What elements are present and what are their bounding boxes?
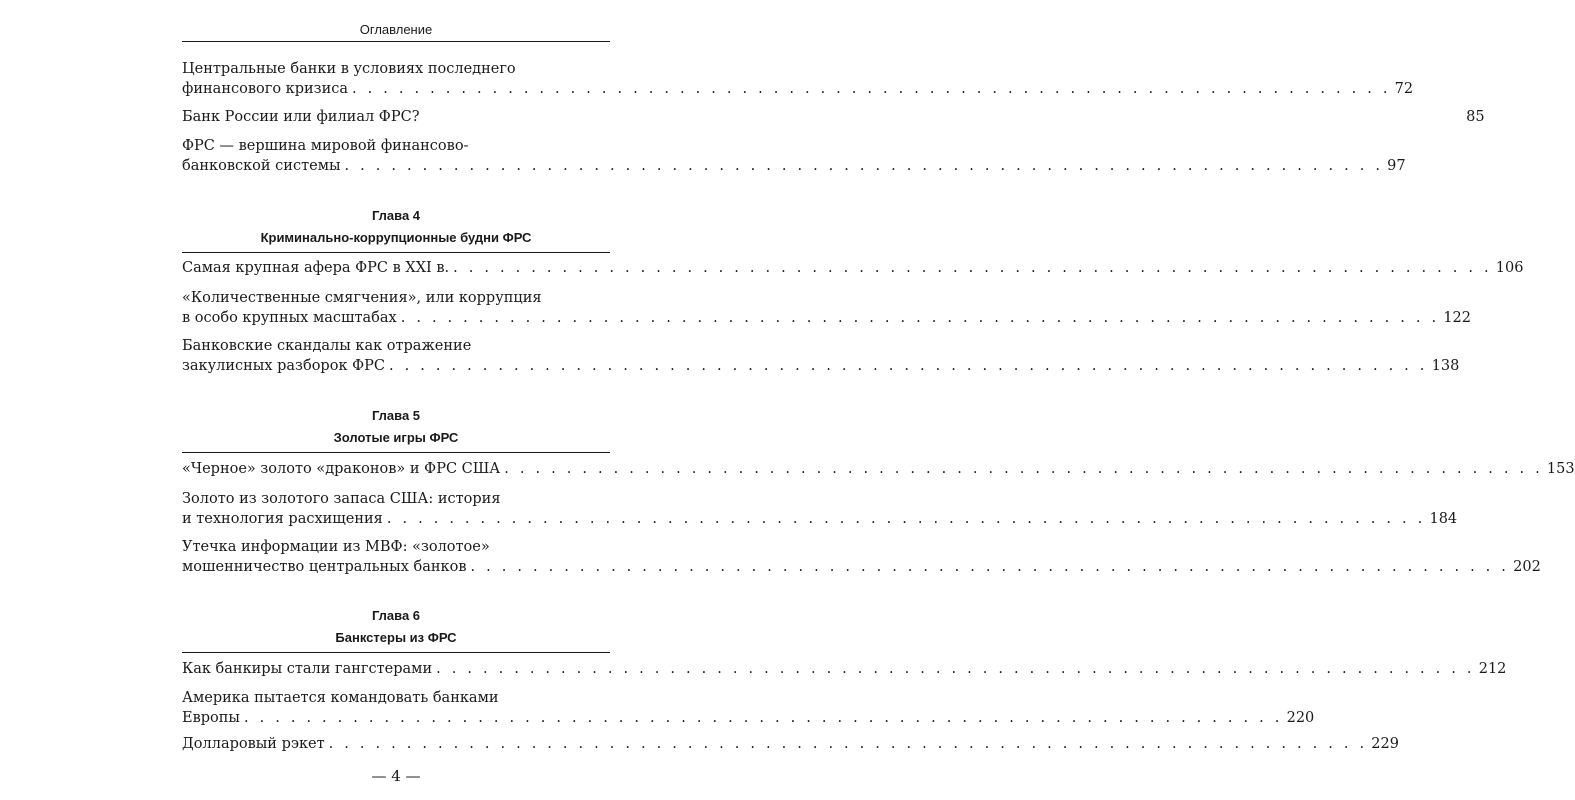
toc-entry[interactable] xyxy=(182,459,1575,479)
toc-entry-line: в особо крупных масштабах xyxy=(182,310,397,326)
toc-page-number: 85 xyxy=(1466,109,1485,125)
chapter-number: Глава 4 xyxy=(371,208,421,223)
dot-leader: . . . . . . . . . . . . . . . . . . . . . . . . . . . . . . . . . . . . . . . . . . . . . . . . . . . . . . . . . . . . . . . . . . . xyxy=(389,358,1428,374)
toc-entry-line: банковской системы xyxy=(182,158,341,174)
toc-entry-line: Утечка информации из МВФ: «золотое» xyxy=(182,539,490,555)
toc-entry-last-line xyxy=(182,258,1524,278)
chapter-number: Глава 5 xyxy=(371,408,421,423)
chapter-rule xyxy=(182,452,610,453)
chapter-rule xyxy=(182,652,610,653)
toc-entry-last-line xyxy=(182,356,1460,376)
dot-leader: . . . . . . . . . . . . . . . . . . . . . . . . . . . . . . . . . . . . . . . . . . . . . . . . . . . . . . . . . . . . . . . . . . . xyxy=(453,260,1492,276)
toc-entry-last-line xyxy=(182,79,1414,99)
toc-entry[interactable] xyxy=(182,489,1458,529)
toc-entry-line: Банк России или филиал ФРС? xyxy=(182,109,420,125)
toc-page-number: 122 xyxy=(1443,310,1472,326)
toc-entry[interactable] xyxy=(182,288,1472,328)
toc-entry-line: Долларовый рэкет xyxy=(182,736,325,752)
toc-entry-line: и технология расхищения xyxy=(182,511,383,527)
running-head: Оглавление xyxy=(359,22,433,37)
toc-entry-last-line xyxy=(182,708,1315,728)
dot-leader: . . . . . . . . . . . . . . . . . . . . . . . . . . . . . . . . . . . . . . . . . . . . . . . . . . . . . . . . . . . . . . . . . . . xyxy=(243,710,1283,726)
chapter-number: Глава 6 xyxy=(371,608,421,623)
toc-entry-line: Центральные банки в условиях последнего xyxy=(182,61,516,77)
toc-entry-last-line xyxy=(182,557,1541,577)
toc-entry[interactable] xyxy=(182,734,1399,754)
chapter-rule xyxy=(182,252,610,253)
toc-page-number: 220 xyxy=(1286,710,1315,726)
dot-leader: . . . . . . . . . . . . . . . . . . . . . . . . . . . . . . . . . . . . . . . . . . . . . . . . . . . . . . . . . . . . . . . . . . . xyxy=(328,736,1368,752)
toc-entry-line: «Черное» золото «драконов» и ФРС США xyxy=(182,461,501,477)
toc-entry[interactable] xyxy=(182,537,1541,577)
toc-entry[interactable] xyxy=(182,336,1460,376)
toc-page-number: 153 xyxy=(1546,461,1575,477)
toc-entry-line: Золото из золотого запаса США: история xyxy=(182,491,501,507)
toc-page-number: 97 xyxy=(1387,158,1406,174)
toc-entry-line: мошенничество центральных банков xyxy=(182,559,467,575)
toc-entry[interactable] xyxy=(182,659,1507,679)
toc-entry-last-line xyxy=(182,734,1399,754)
book-page xyxy=(182,0,1575,800)
toc-entry[interactable] xyxy=(182,107,1485,127)
toc-entry[interactable] xyxy=(182,59,1414,99)
toc-page-number: 106 xyxy=(1495,260,1524,276)
toc-entry-line: Америка пытается командовать банками xyxy=(182,690,499,706)
toc-page-number: 202 xyxy=(1513,559,1541,575)
dot-leader: . . . . . . . . . . . . . . . . . . . . . . . . . . . . . . . . . . . . . . . . . . . . . . . . . . . . . . . . . . . . . . . . . . . xyxy=(352,81,1391,97)
toc-entry[interactable] xyxy=(182,688,1315,728)
toc-entry-last-line xyxy=(182,107,1485,127)
chapter-title: Криминально-коррупционные будни ФРС xyxy=(260,230,532,245)
toc-entry-last-line xyxy=(182,156,1406,176)
toc-entry-line: Банковские скандалы как отражение xyxy=(182,338,472,354)
toc-entry-last-line xyxy=(182,459,1575,479)
toc-entry[interactable] xyxy=(182,258,1524,278)
dot-leader: . . . . . . . . . . . . . . . . . . . . . . . . . . . . . . . . . . . . . . . . . . . . . . . . . . . . . . . . . . . . . . . . . . . xyxy=(344,158,1384,174)
toc-entry-line: закулисных разборок ФРС xyxy=(182,358,385,374)
page-number: — 4 — xyxy=(371,767,421,785)
dot-leader: . . . . . . . . . . . . . . . . . . . . . . . . . . . . . . . . . . . . . . . . . . . . . . . . . . . . . . . . . . . . . . . . . . . xyxy=(504,461,1543,477)
dot-leader: . . . . . . . . . . . . . . . . . . . . . . . . . . . . . . . . . . . . . . . . . . . . . . . . . . . . . . . . . . . . . . . . . . . xyxy=(436,661,1475,677)
toc-entry-last-line xyxy=(182,308,1472,328)
toc-page-number: 72 xyxy=(1394,81,1414,97)
toc-entry-line: ФРС — вершина мировой финансово- xyxy=(182,138,469,154)
toc-entry-line: финансового кризиса xyxy=(182,81,349,97)
toc-entry-line: «Количественные смягчения», или коррупция xyxy=(182,290,542,306)
toc-entry-line: Как банкиры стали гангстерами xyxy=(182,661,433,677)
chapter-title: Банкстеры из ФРС xyxy=(335,630,457,645)
toc-page-number: 138 xyxy=(1431,358,1460,374)
toc-page-number: 212 xyxy=(1478,661,1507,677)
toc-entry-line: Самая крупная афера ФРС в XXI в. xyxy=(182,260,450,276)
toc-page-number: 229 xyxy=(1371,736,1399,752)
dot-leader: . . . . . . . . . . . . . . . . . . . . . . . . . . . . . . . . . . . . . . . . . . . . . . . . . . . . . . . . . . . . . . . . . . . xyxy=(386,511,1426,527)
dot-leader: . . . . . . . . . . . . . . . . . . . . . . . . . . . . . . . . . . . . . . . . . . . . . . . . . . . . . . . . . . . . . . . . . . . xyxy=(400,310,1440,326)
header-rule xyxy=(182,41,610,42)
toc-entry[interactable] xyxy=(182,136,1406,176)
toc-entry-last-line xyxy=(182,509,1458,529)
dot-leader: . . . . . . . . . . . . . . . . . . . . . . . . . . . . . . . . . . . . . . . . . . . . . . . . . . . . . . . . . . . . . . . . . . . xyxy=(470,559,1510,575)
toc-entry-line: Европы xyxy=(182,710,240,726)
toc-page-number: 184 xyxy=(1429,511,1458,527)
chapter-title: Золотые игры ФРС xyxy=(333,430,459,445)
toc-entry-last-line xyxy=(182,659,1507,679)
